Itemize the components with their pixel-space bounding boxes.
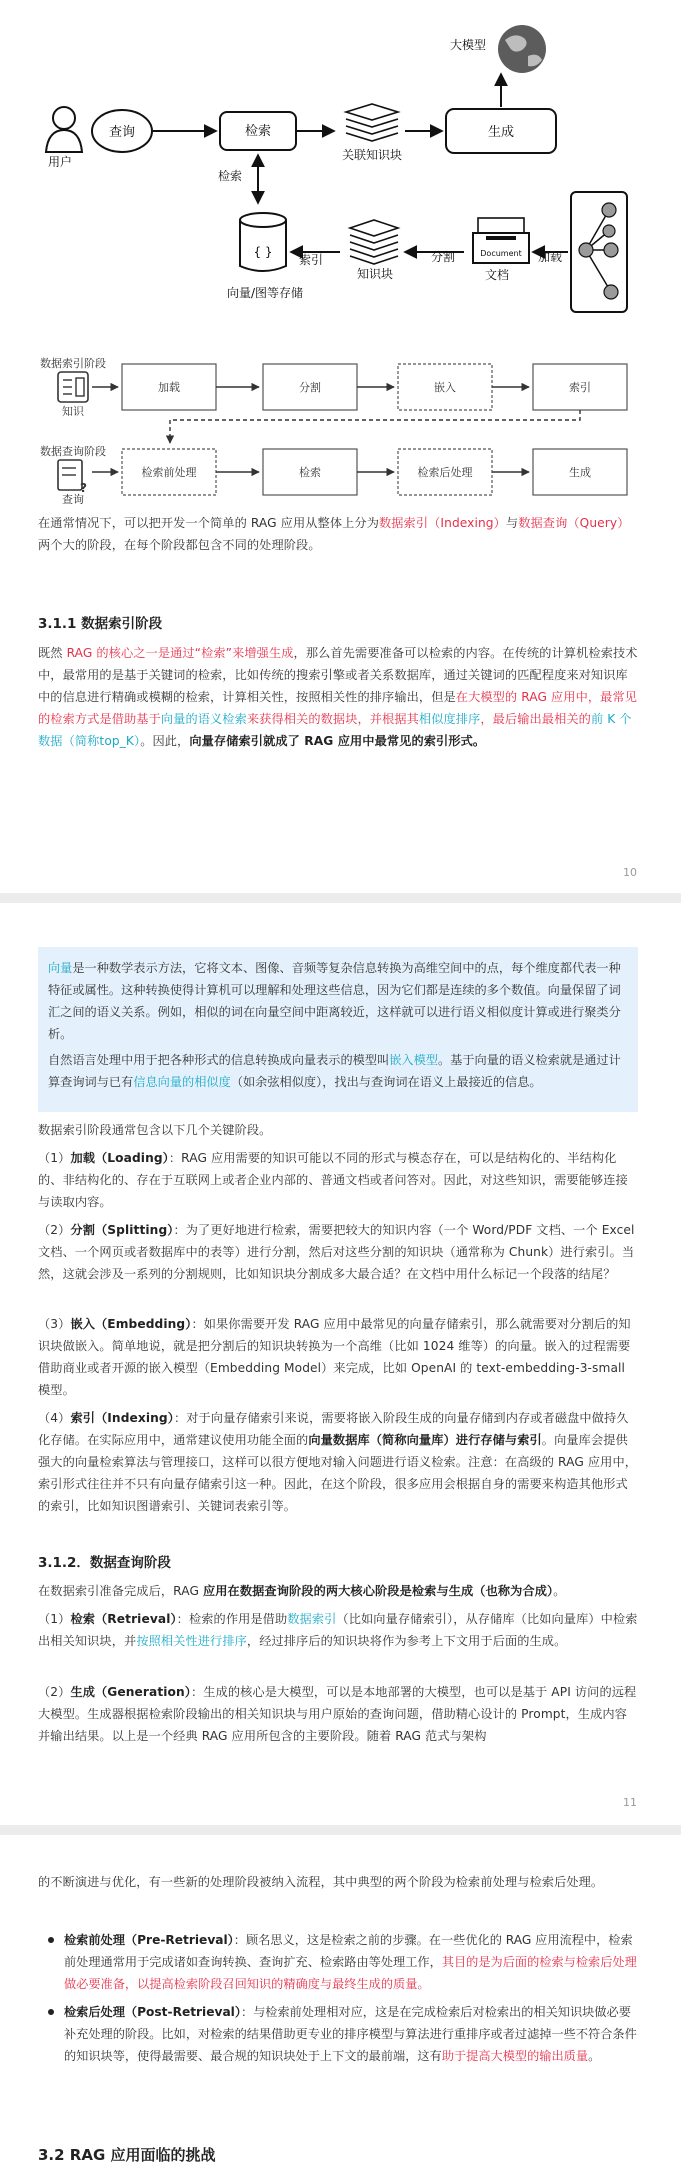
page-gap — [0, 1825, 681, 1835]
list-item-pre-retrieval: 检索前处理（Pre-Retrieval）：顾名思义，这是检索之前的步骤。在一些优化的 RAG 应用流程中，检索前处理通常用于完成诸如查询转换、查询扩充、检索路由等处理工作，其目的是为后面的检索与检索后处理做必要准备，以提高检索阶段召回知识的精确度与最终生成的质量。 — [38, 1929, 638, 1995]
load-label: 加载 — [537, 250, 563, 264]
query-lead: 在数据索引准备完成后，RAG 应用在数据查询阶段的两大核心阶段是检索与生成（也称为合成）。 — [38, 1584, 566, 1598]
knowledge-doc-icon — [58, 372, 88, 402]
document-inner-label: Document — [480, 249, 522, 258]
query-stage-label: 数据查询阶段 — [40, 445, 106, 458]
query-label-2: 查询 — [62, 493, 84, 506]
rag-stages-diagram — [0, 340, 681, 510]
indexing-paragraph: 既然 RAG 的核心之一是通过“检索”来增强生成，那么首先需要准备可以检索的内容。在传统的计算机检索技术中，最常用的是基于关键词的检索，比如传统的搜索引擎或者关系数据库，通过关键词的匹配程度来对知识库中的信息进行精确或模糊的检索，计算相关性，按照相关性的排序输出，但是在大模型的 RAG 应用中，最常见的检索方式是借助基于向量的语义检索来获得相关的数据块，并根据其相似度排序，最后输出最相关的前 K 个数据（简称top_K）。因此，向量存储索引就成了 RAG 应用中最常见的索引形式。 — [38, 646, 638, 748]
knowledge-chunks-label: 知识块 — [356, 267, 394, 281]
svg-text:?: ? — [80, 481, 87, 495]
page-11 — [0, 903, 681, 1825]
stage-post-retrieval-label: 检索后处理 — [417, 466, 473, 479]
stage-retrieval-label: 检索 — [299, 466, 321, 479]
user-icon — [46, 107, 82, 152]
document-label: 文档 — [484, 268, 510, 282]
section-title-3-1-2: 3.1.2．数据查询阶段 — [38, 1555, 171, 1571]
vector-note-box — [38, 947, 638, 1112]
retrieve-side-label: 检索 — [218, 169, 243, 183]
related-knowledge-stack-icon — [346, 104, 398, 141]
query-label: 查询 — [108, 125, 136, 140]
split-label: 分割 — [430, 250, 456, 264]
knowledge-chunks-stack-icon — [350, 220, 398, 264]
item-loading: （1）加载（Loading）：RAG 应用需要的知识可能以不同的形式与模态存在，可以是结构化的、半结构化的、非结构化的、存在于互联网上或者企业内部的、普通文档或者问答对。因此，对这些知识，需要能够连接与读取内容。 — [38, 1151, 628, 1209]
page-gap — [0, 893, 681, 903]
item-generation: （2）生成（Generation）：生成的核心是大模型，可以是本地部署的大模型，也可以是基于 API 访问的远程大模型。生成器根据检索阶段输出的相关知识块与用户原始的查询问题，借助精心设计的 Prompt，生成内容并输出结果。以上是一个经典 RAG 应用所包含的主要阶段。随着 RAG 范式与架构 — [38, 1685, 637, 1743]
vector-note-p1: 向量是一种数学表示方法，它将文本、图像、音频等复杂信息转换为高维空间中的点，每个维度都代表一种特征或属性。这种转换使得计算机可以理解和处理这些信息，因为它们都是连续的多个数值。向量保留了词汇之间的语义关系。例如，相似的词在向量空间中距离较近，这样就可以进行语义相似度计算或进行聚类分析。 — [48, 961, 621, 1041]
llm-label: 大模型 — [450, 38, 487, 52]
indexing-lead: 数据索引阶段通常包含以下几个关键阶段。 — [38, 1123, 272, 1137]
page-10 — [0, 0, 681, 893]
related-knowledge-label: 关联知识块 — [341, 148, 403, 162]
user-label: 用户 — [48, 155, 73, 169]
continuation-paragraph: 的不断演进与优化，有一些新的处理阶段被纳入流程，其中典型的两个阶段为检索前处理与检索后处理。 — [38, 1875, 604, 1889]
intro-paragraph: 在通常情况下，可以把开发一个简单的 RAG 应用从整体上分为数据索引（Indexing）与数据查询（Query）两个大的阶段，在每个阶段都包含不同的处理阶段。 — [38, 516, 630, 552]
data-sources-network-icon — [571, 192, 627, 312]
rag-overview-diagram — [0, 0, 681, 320]
index-label: 索引 — [298, 253, 324, 267]
stage-embed-label: 嵌入 — [434, 381, 456, 394]
generate-label: 生成 — [487, 125, 515, 140]
page-number: 11 — [623, 1796, 637, 1809]
stage-pre-retrieval-label: 检索前处理 — [141, 466, 197, 479]
item-embedding: （3）嵌入（Embedding）：如果你需要开发 RAG 应用中最常见的向量存储索引，那么就需要对分割后的知识块做嵌入。简单地说，就是把分割后的知识块转换为一个高维（比如 1024 维等）的向量。嵌入的过程需要借助商业或者开源的嵌入模型（Embedding Model）来完成，比如 OpenAI 的 text-embedding-3-small 模型。 — [38, 1317, 631, 1397]
section-title-3-2: 3.2 RAG 应用面临的挑战 — [38, 2146, 216, 2164]
item-indexing: （4）索引（Indexing）：对于向量存储索引来说，需要将嵌入阶段生成的向量存储到内存或者磁盘中做持久化存储。在实际应用中，通常建议使用功能全面的向量数据库（简称向量库）进行存储与索引。向量库会提供强大的向量检索算法与管理接口，这样可以很方便地对输入问题进行语义检索。注意：在高级的 RAG 应用中，索引形式往往并不只有向量存储索引这一种。因此，在这个阶段，很多应用会根据自身的需要来构造其他形式的索引，比如知识图谱索引、关键词表索引等。 — [38, 1411, 638, 1513]
indexing-stage-label: 数据索引阶段 — [40, 357, 106, 370]
vector-store-cylinder-icon — [240, 213, 286, 271]
llm-globe-icon — [498, 25, 546, 73]
knowledge-label: 知识 — [62, 405, 84, 418]
list-item-post-retrieval: 检索后处理（Post-Retrieval）：与检索前处理相对应，这是在完成检索后对检索出的相关知识块做必要补充处理的阶段。比如，对检索的结果借助更专业的排序模型与算法进行重排序或者过滤掉一些不符合条件的知识块等，使得最需要、最合规的知识块处于上下文的最前端，这有助于提高大模型的输出质量。 — [38, 2001, 638, 2067]
stage-generation-label: 生成 — [569, 466, 591, 479]
query-doc-icon — [58, 460, 87, 495]
item-splitting: （2）分割（Splitting）：为了更好地进行检索，需要把较大的知识内容（一个 Word/PDF 文档、一个 Excel 文档、一个网页或者数据库中的表等）进行分割，然后对这些分割的知识块（通常称为 Chunk）进行索引。当然，这就会涉及一系列的分割规则，比如知识块分割成多大最合适？在文档中用什么标记一个段落的结尾？ — [38, 1223, 635, 1281]
section-title-3-1-1: 3.1.1 数据索引阶段 — [38, 616, 163, 632]
vector-note-p2: 自然语言处理中用于把各种形式的信息转换成向量表示的模型叫嵌入模型。基于向量的语义检索就是通过计算查询词与已有信息向量的相似度（如余弦相似度），找出与查询词在语义上最接近的信息。 — [48, 1053, 621, 1089]
retrieve-label: 检索 — [244, 124, 272, 139]
stage-index-label: 索引 — [569, 381, 591, 394]
vector-store-label: 向量/图等存储 — [226, 286, 304, 300]
stage-split-label: 分割 — [299, 381, 321, 394]
svg-text:{ }: { } — [253, 245, 273, 259]
page-number: 10 — [623, 866, 637, 879]
page-12 — [0, 1835, 681, 2164]
retrieval-processing-list — [38, 1929, 638, 2073]
stage-load-label: 加载 — [158, 381, 180, 394]
item-retrieval: （1）检索（Retrieval）：检索的作用是借助数据索引（比如向量存储索引），从存储库（比如向量库）中检索出相关知识块，并按照相关性进行排序，经过排序后的知识块将作为参考上下文用于后面的生成。 — [38, 1612, 638, 1648]
